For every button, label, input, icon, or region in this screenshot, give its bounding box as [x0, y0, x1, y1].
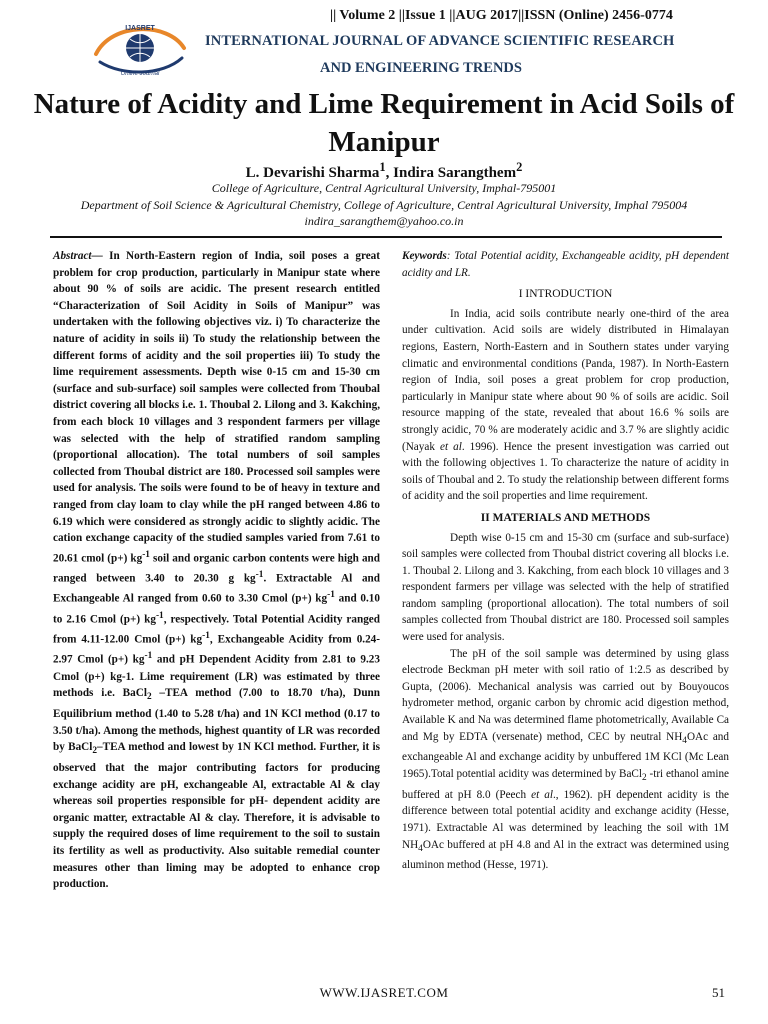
affiliation-2: Department of Soil Science & Agricultural Chemistry, College of Agriculture, Central Agricultural University, Imphal 795004: [80, 198, 688, 212]
logo-text-top: IJASRET: [125, 25, 155, 32]
abstract-text-9: –TEA method and lowest by 1N KCl method. Further, it is observed that the major contributing factors for producing exchange acidity are pH, exchangeable Al, extractable Al & clay whereas soil properties responsible for pH- dependent acidity are organic matter, extractable Al & clay. Therefore, it is advisable to supply the required doses of lime requirement to the soil to sustain its fertility as well as productivity. Also suitable remedial counter measures other than liming may be adopted to enhance crop production.: [53, 741, 381, 891]
author-2-sup: 2: [516, 160, 523, 174]
journal-logo: [92, 18, 188, 78]
intro-et-al: et al: [439, 440, 462, 453]
abstract-text-1: — In North-Eastern region of India, soil poses a great problem for crop production, particularly in Manipur state where about 90 % of soils are acidic. The present research entitled “Characterization of Soil Acidity in Soils of Manipur” was undertaken with the following objectives viz. i) To characterize the nature of acidity in soils ii) To study the relationship between the different forms of acidity and the soil properties iii) To study the lime requirement assessments. Depth wise 0-15 cm and 15-30 cm (surface and sub-surface) soil samples were collected from Thoubal district covering all blocks i.e. 1. Thoubal 2. Lilong and 3. Kakching, from each block 10 villages and 3 respondent farmers per village was selected with the help of stratified random sampling (proportional allocation). The total numbers of soil samples collected from Thoubal district are 180. Processed soil samples were used for analysis. The soils were found to be of heavy in texture and ranged from clay loam to clay while the pH ranged between 4.86 to 6.19 which were considered as strongly acidic to slightly acidic. The cation exchange capacity of the studied samples varied from 7.61 to 20.61 cmol (p+) kg: [53, 250, 380, 565]
abstract-text-8: –TEA method (7.00 to 18.70 t/ha), Dunn Equilibrium method (1.40 to 5.28 t/ha) and 1N KCl method (0.17 to 3.50 t/ha). Among the methods, highest quantity of LR was recorded by BaCl: [53, 687, 380, 754]
abstract-sup-3: -1: [327, 590, 335, 601]
keywords-label: Keywords: [402, 250, 447, 262]
methods-sub-a: 4: [682, 735, 687, 746]
keywords: [402, 248, 729, 281]
methods-text-d: ., 1962). pH dependent acidity is the difference between total potential acidity and exchange acidity (Hesse, 1971). Extractable Al was determined by leaching the soil with 1M NH: [402, 788, 729, 851]
intro-text-a: In India, acid soils contribute nearly one-third of the area under cultivation. Acid soils are widely distributed in Himalayan regions, Eastern, North-Eastern and in Southern states under varying climatic and environmental conditions (Panda, 1987). In North-Eastern region of India, soil poses a great problem for crop production, particularly in Manipur state where about 90 % of soils are acidic. Soil resource mapping of the state, revealed that about 16.6 % soils are strongly acidic, 70 % are moderately acidic and 3.7 % are slightly acidic (Nayak: [402, 307, 729, 453]
keywords-text: : Total Potential acidity, Exchangeable acidity, pH dependent acidity and LR.: [402, 250, 729, 279]
abstract-sup-6: -1: [144, 651, 153, 662]
methods-paragraph-2: [402, 646, 729, 874]
paper-authors: [30, 160, 738, 182]
volume-issue-line: || Volume 2 ||Issue 1 ||AUG 2017||ISSN (Online) 2456-0774: [330, 8, 673, 23]
abstract-sup-1: -1: [142, 549, 150, 560]
logo-text-bottom: Online Journal: [120, 71, 160, 77]
abstract-sub-7: 2: [146, 692, 152, 703]
methods-sub-b: 2: [642, 773, 647, 784]
intro-paragraph: [402, 306, 729, 505]
journal-name-line1: INTERNATIONAL JOURNAL OF ADVANCE SCIENTIFIC RESEARCH: [205, 33, 675, 49]
methods-text-e: OAc buffered at pH 4.8 and Al in the extract was determined using aluminon method (Hesse, 1971).: [402, 838, 729, 872]
author-1: L. Devarishi Sharma: [245, 165, 380, 181]
methods-heading: II MATERIALS AND METHODS: [480, 511, 651, 524]
methods-et-al: et al: [531, 788, 553, 801]
abstract-label: Abstract: [53, 250, 92, 262]
intro-heading: I INTRODUCTION: [518, 288, 613, 301]
abstract-sup-2: -1: [255, 570, 264, 581]
abstract-sub-8: 2: [92, 746, 98, 757]
left-column: [53, 248, 380, 893]
abstract: [53, 248, 380, 893]
intro-text-b: . 1996). Hence the present investigation was carried out with the following objectives 1. To characterize the nature of acidity in soils of Thoubal and 2. To study the relationship between different forms of acidity and the soil properties and lime requirement.: [402, 440, 729, 503]
abstract-text-5: , respectively. Total Potential Acidity ranged from 4.11-12.00 Cmol (p+) kg: [53, 613, 380, 646]
page-number: 51: [712, 985, 725, 1000]
abstract-sup-4: -1: [155, 610, 164, 621]
abstract-text-7: and pH Dependent Acidity from 2.81 to 9.23 Cmol (p+) kg-1. Lime requirement (LR) was estimated by three methods i.e. BaCl: [53, 654, 380, 700]
methods-text-b: OAc and exchangeable Al and exchange acidity by unbuffered 1M KCl (Mc Lean 1965).Total potential acidity was determined by BaCl: [402, 730, 729, 781]
methods-paragraph-1: Depth wise 0-15 cm and 15-30 cm (surface and sub-surface) soil samples were collected from Thoubal district covering all blocks i.e. 1. Thoubal 2. Lilong and 3. Kakching, from each block 10 villages and 3 respondent farmers per village was selected with the help of stratified random sampling (proportional allocation). The total numbers of soil samples collected from Thoubal district are 180. Processed soil samples were used for analysis.: [402, 531, 729, 644]
footer-website: WWW.IJASRET.COM: [319, 985, 449, 1000]
abstract-text-3: . Extractable Al and Exchangeable Al ranged from 0.60 to 3.30 Cmol (p+) kg: [53, 572, 380, 606]
header-divider: [50, 236, 722, 238]
affiliation-1: College of Agriculture, Central Agricultural University, Imphal-795001: [211, 181, 557, 195]
abstract-text-6: , Exchangeable Acidity from 0.24-2.97 Cmol (p+) kg: [53, 633, 380, 667]
abstract-text-4: and 0.10 to 2.16 Cmol (p+) kg: [53, 593, 380, 626]
paper-title: Nature of Acidity and Lime Requirement in Acid Soils of Manipur: [33, 88, 735, 158]
methods-sub-d: 4: [418, 843, 423, 854]
author-email: indira_sarangthem@yahoo.co.in: [304, 214, 464, 228]
methods-text-a: The pH of the soil sample was determined by using glass electrode Beckman pH meter with soil ratio of 1:2.5 as described by Gupta, (2006). Mechanical analysis was carried out by Bouyoucos hydrometer method, organic carbon by chromic acid digestion method, Available K and Na was determined flame photometrically, Available Ca and Mg by EDTA (versenate) method, CEC by neutral NH: [402, 647, 729, 743]
right-column: [402, 248, 729, 874]
author-separator: ,: [385, 165, 394, 181]
author-2: Indira Sarangthem: [393, 165, 517, 181]
abstract-text-2: soil and organic carbon contents were high and ranged between 3.40 to 20.30 g kg: [53, 552, 380, 585]
methods-text-c: -tri ethanol amine buffered at pH 8.0 (Peech: [402, 768, 730, 801]
abstract-sup-5: -1: [202, 631, 210, 641]
journal-name-line2: AND ENGINEERING TRENDS: [320, 60, 522, 76]
author-1-sup: 1: [379, 160, 386, 174]
